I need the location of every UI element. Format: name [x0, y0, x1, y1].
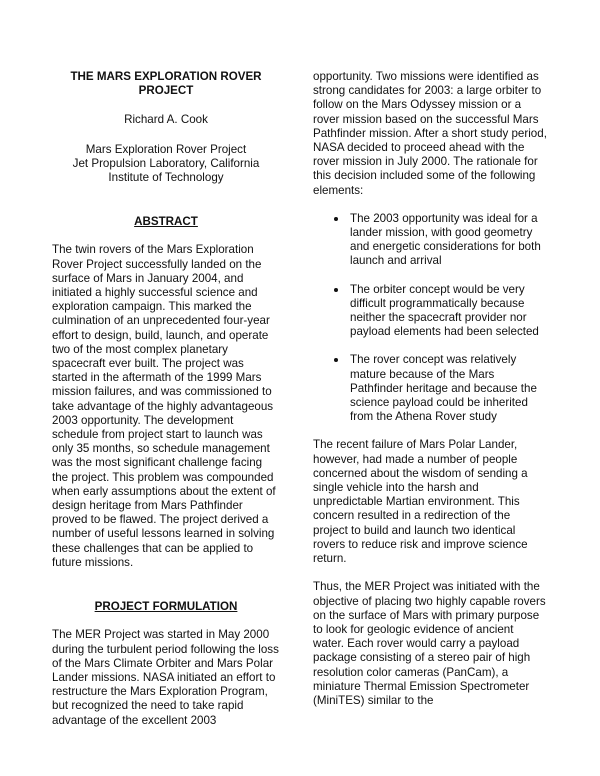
list-item — [313, 283, 547, 340]
abstract-paragraph: The twin rovers of the Mars Exploration Rover Project successfully landed on the surface of Mars in January 2004, and initiated a highly successful science and exploration campaign. This marked the culmination of an unprecedented four-year effort to design, build, launch, and operate two of the most complex planetary spacecraft ever built. The project was started in the aftermath of the 1999 Mars mission failures, and was commissioned to take advantage of the highly advantageous 2003 opportunity. The development schedule from project start to launch was only 35 months, so schedule management was the most significant challenge facing the project. This problem was compounded when early assumptions about the extent of design heritage from Mars Pathfinder proved to be flawed. The project derived a number of useful lessons learned in solving these challenges that can be applied to future missions. — [52, 243, 276, 569]
author-name: Richard A. Cook — [124, 113, 208, 127]
project-formulation-heading: PROJECT FORMULATION — [94, 600, 238, 614]
affiliation-line: Jet Propulsion Laboratory, California — [72, 156, 260, 170]
polar-lander-paragraph: The recent failure of Mars Polar Lander, however, had made a number of people concerned about the wisdom of sending a single vehicle into the harsh and unpredictable Martian environment. This concern resulted in a redirection of the project to build and launch two identical rovers to reduce risk and improve science return. — [313, 438, 528, 566]
bullet-icon — [334, 358, 338, 362]
bullet-icon — [334, 217, 338, 221]
list-item-text: The orbiter concept would be very difficult programmatically because neither the spacecraft provider nor payload elements had been selected — [350, 282, 539, 339]
formulation-paragraph: The MER Project was started in May 2000 during the turbulent period following the loss of the Mars Climate Orbiter and Mars Polar Lander missions. NASA initiated an effort to restructure the Mars Exploration Program, but recognized the need to take rapid advantage of the excellent 2003 — [52, 628, 279, 727]
list-item-text: The rover concept was relatively mature because of the Mars Pathfinder heritage and because the science payload could be inherited from the Athena Rover study — [350, 353, 537, 424]
paper-title-line2: PROJECT — [138, 84, 194, 98]
rationale-intro-paragraph: opportunity. Two missions were identified as strong candidates for 2003: a large orbiter to follow on the Mars Odyssey mission or a rover mission based on the successful Mars Pathfinder mission. After a short study period, NASA decided to proceed ahead with the rover mission in July 2000. The rationale for this decision included some of the following elements: — [313, 70, 547, 197]
affiliation-line: Mars Exploration Rover Project — [85, 142, 247, 156]
abstract-heading: ABSTRACT — [134, 215, 198, 229]
bullet-icon — [334, 288, 338, 292]
project-initiation-paragraph: Thus, the MER Project was initiated with the objective of placing two highly capable rovers on the surface of Mars with primary purpose to look for geologic evidence of ancient water. Each rover would carry a payload package consisting of a stereo pair of high resolution color cameras (PanCam), a miniature Thermal Emission Spectrometer (MiniTES) similar to the — [313, 580, 546, 707]
list-item — [313, 212, 547, 269]
affiliation-line: Institute of Technology — [108, 171, 224, 185]
list-item — [313, 353, 547, 424]
paper-title-line1: THE MARS EXPLORATION ROVER — [70, 70, 262, 83]
rationale-list — [313, 212, 547, 425]
list-item-text: The 2003 opportunity was ideal for a lander mission, with good geometry and energetic considerations for both launch and arrival — [350, 211, 541, 268]
left-column — [52, 70, 280, 728]
affiliation — [52, 143, 280, 186]
right-column — [313, 70, 547, 708]
